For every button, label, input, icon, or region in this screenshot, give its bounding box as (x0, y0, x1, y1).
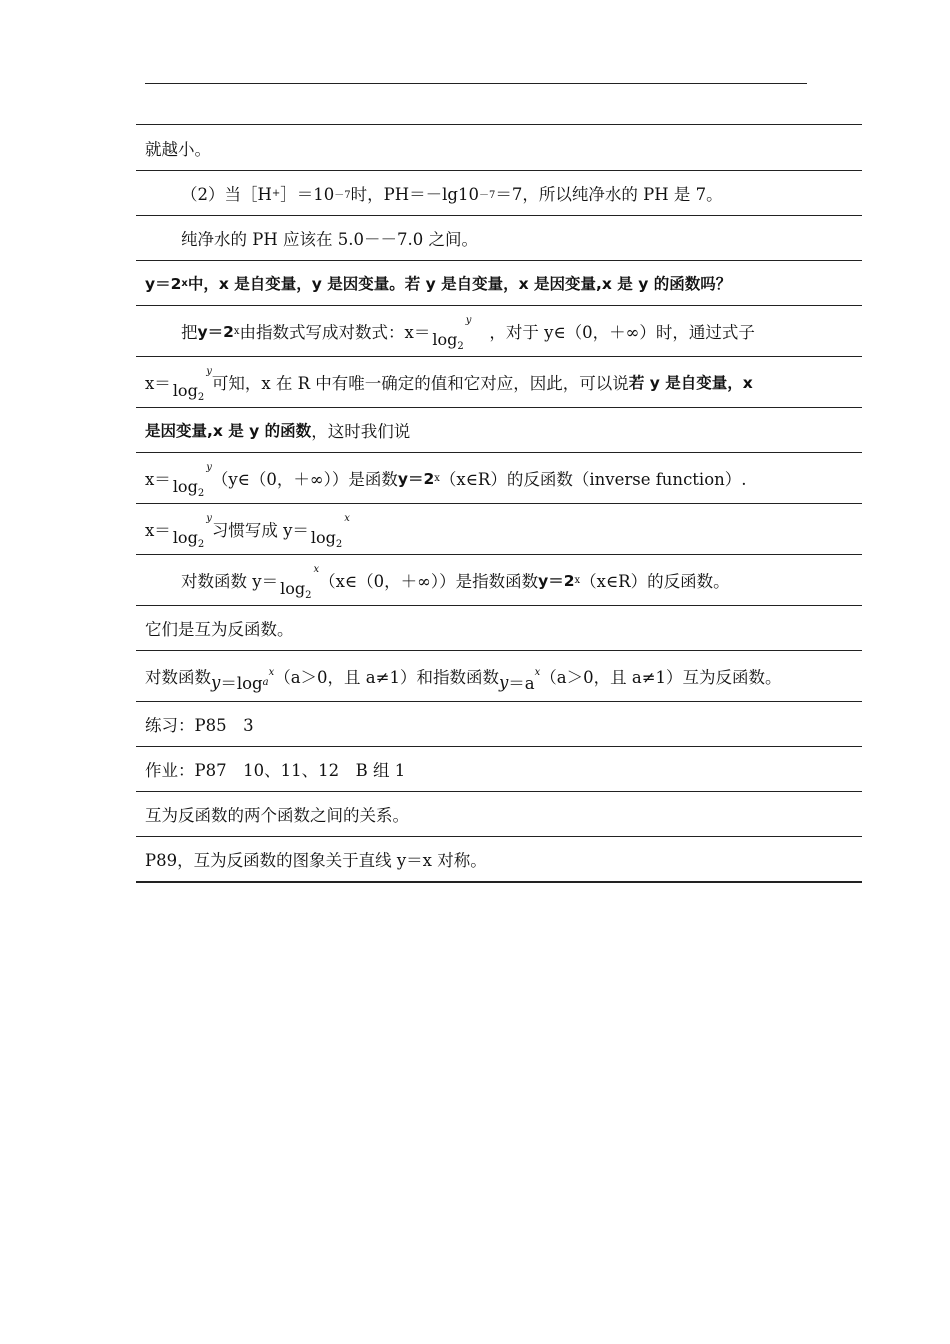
bold-text: 是因变量,x 是 y 的函数 (145, 422, 312, 440)
row-text: x＝ (145, 521, 171, 540)
row-text: ］＝10 (280, 185, 335, 204)
table-row (136, 356, 862, 407)
table-row (136, 701, 862, 746)
log-base: a (262, 676, 269, 688)
table-row (136, 605, 862, 650)
table-row (136, 305, 862, 356)
table-row (136, 836, 862, 881)
table-row (136, 503, 862, 554)
row-text: （a＞0，且 a≠1）和指数函数 (274, 668, 499, 687)
formula-bold: y＝2 (197, 323, 234, 341)
log-text: log (432, 329, 458, 349)
log-text: log (172, 476, 198, 496)
header-rule (145, 83, 807, 84)
table-row (136, 452, 862, 503)
row-text: （x∈R）的反函数。 (580, 572, 730, 591)
row-text: 就越小。 (145, 139, 211, 159)
log-expression (172, 365, 212, 404)
table-row (136, 791, 862, 836)
row-text: ，这时我们说 (311, 422, 411, 441)
log-base: 2 (335, 539, 343, 551)
bold-text: 若 y 是自变量，x (628, 374, 753, 392)
log-expression (432, 314, 472, 353)
log-expression (172, 512, 212, 551)
log-text: log (172, 527, 198, 547)
log-base: 2 (197, 392, 205, 404)
row-text: 由指数式写成对数式：x＝ (239, 323, 431, 342)
log-base: 2 (197, 488, 205, 500)
math-text: ＝log (220, 674, 263, 693)
log-argument: y (206, 512, 212, 524)
row-text: （x∈（0，＋∞））是指数函数 (319, 572, 539, 591)
math-text: ＝a (508, 674, 535, 693)
table-row (136, 170, 862, 215)
superscript: －7 (334, 189, 351, 201)
row-text: ＝7，所以纯净水的 PH 是 7。 (495, 185, 723, 204)
log-argument: x (313, 563, 320, 575)
row-text: （y∈（0，＋∞））是函数 (211, 470, 398, 489)
superscript: －7 (478, 189, 496, 201)
superscript: x (233, 325, 240, 337)
row-text: 习惯写成 y＝ (211, 521, 309, 540)
row-text: 练习：P85 3 (145, 716, 254, 735)
log-base: 2 (197, 539, 205, 551)
row-text: 把 (181, 323, 198, 342)
log-argument: y (206, 461, 212, 473)
row-text: y＝2 (145, 275, 182, 293)
log-text: log (310, 527, 336, 547)
row-text: （2）当［H (181, 185, 272, 204)
row-text: ，对于 y∈（0，＋∞）时，通过式子 (489, 323, 755, 342)
log-argument: x (268, 666, 275, 678)
row-text: 中，x 是自变量，y 是因变量。若 y 是自变量，x 是因变量,x 是 y 的函数吗？ (187, 275, 732, 293)
row-text: 对数函数 y＝ (181, 572, 279, 591)
superscript: x (434, 472, 440, 484)
log-base: 2 (305, 590, 312, 602)
log-expression (310, 512, 350, 551)
table-row (136, 650, 862, 701)
superscript: + (271, 187, 281, 199)
formula-bold: y＝2 (538, 572, 575, 590)
superscript: x (181, 277, 188, 289)
row-text: 时，PH＝－lg10 (350, 185, 479, 204)
table-row (136, 260, 862, 305)
math-variable: y (211, 672, 221, 692)
superscript: x (574, 574, 581, 586)
superscript: x (534, 666, 541, 678)
formula-bold: y＝2 (397, 470, 435, 488)
table-row (136, 215, 862, 260)
row-text: 可知，x 在 R 中有唯一确定的值和它对应，因此，可以说 (211, 374, 629, 393)
log-argument: y (465, 314, 472, 326)
row-text: （x∈R）的反函数（inverse function）. (439, 470, 747, 489)
table-row (136, 407, 862, 452)
row-text: （a＞0，且 a≠1）互为反函数。 (540, 668, 782, 687)
log-base: 2 (457, 341, 464, 353)
row-text: 互为反函数的两个函数之间的关系。 (145, 806, 409, 825)
row-text: x＝ (145, 374, 171, 393)
document-table (136, 124, 862, 883)
math-variable: y (498, 672, 509, 692)
row-text: P89，互为反函数的图象关于直线 y＝x 对称。 (145, 851, 487, 870)
row-text: 对数函数 (145, 668, 211, 687)
log-argument: x (344, 512, 350, 524)
log-expression (172, 461, 212, 500)
log-argument: y (206, 365, 212, 377)
row-text: 作业：P87 10、11、12 B 组 1 (145, 761, 406, 780)
log-expression (280, 563, 320, 602)
table-row (136, 554, 862, 605)
table-row (136, 125, 862, 170)
log-text: log (172, 380, 198, 400)
row-text: 它们是互为反函数。 (145, 620, 294, 639)
log-text: log (280, 578, 306, 598)
row-text: x＝ (145, 470, 171, 489)
row-text: 纯净水的 PH 应该在 5.0－－7.0 之间。 (181, 230, 478, 249)
table-row (136, 746, 862, 791)
